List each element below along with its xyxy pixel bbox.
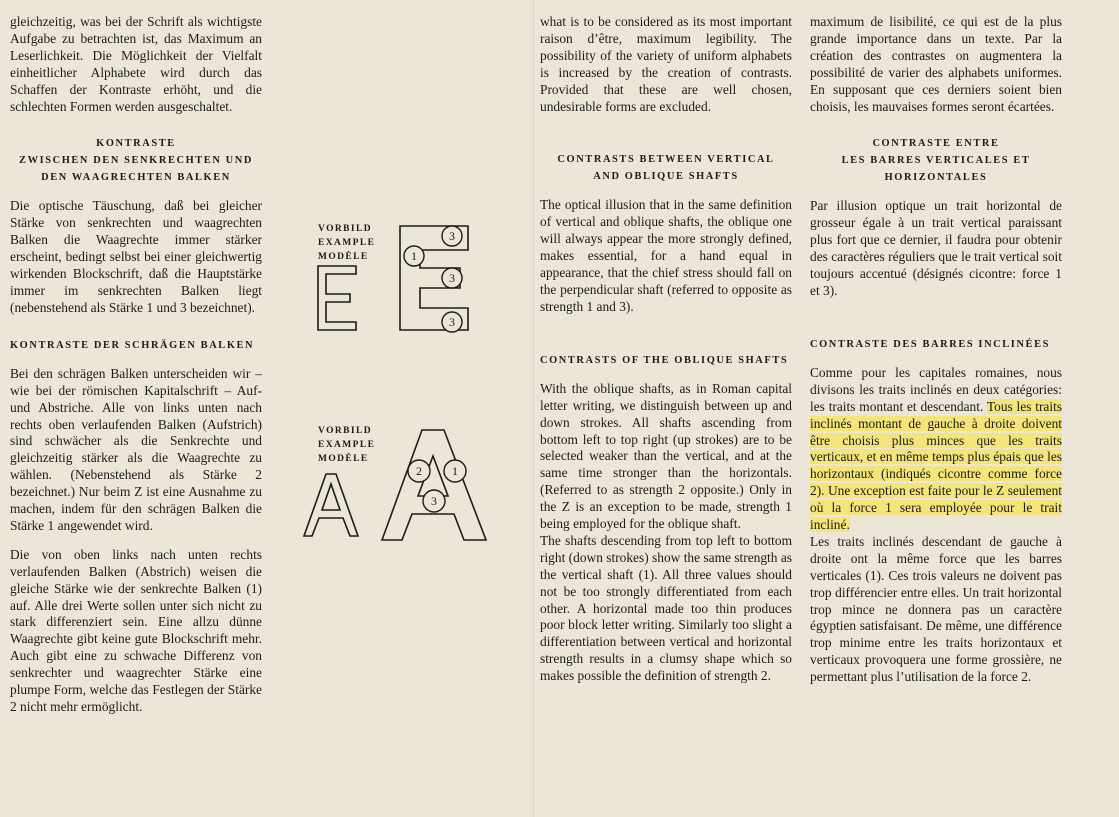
english-heading-vertical-oblique: CONTRASTS BETWEEN VERTICAL AND OBLIQUE SHAFTS [557,154,775,183]
french-paragraph-2-plain: Comme pour les capitales romaines, nous divisons les traits inclinés en deux catégories: les traits montant et descendant. [810,364,1062,414]
strength-mark-a-crossbar [421,488,447,514]
strength-mark-e-bottom [440,310,464,334]
figure-a-small [300,470,362,540]
figure-e-small [312,262,362,334]
figure-a-label: VORBILD EXAMPLE MODÈLE [318,426,376,464]
german-heading-vertical-horizontal: KONTRASTE ZWISCHEN DEN SENKRECHTEN UND DEN WAAGRECHTEN BALKEN [19,138,253,184]
french-highlighted-passage: Tous les traits inclinés montant de gauche à droite doivent être choisis plus minces que les traits verticaux, et en même temps plus épais que les horizontaux (indiqués cicontre comme force 2). Une exception est faite pour le Z seulement où la force 1 sera employée pour le trait incliné. [810,398,1062,533]
english-column [540,14,792,685]
german-paragraph-3: Die von oben links nach unten rechts verlaufenden Balken (Abstrich) weisen die gleiche Stärke wie der senkrechte Balken (1) auf. Alle drei Werte sollen unter sich nicht zu stark differenziert sein. Eine allzu dünne Waagrechte gibt keine gute Blockschrift mehr. Auch gibt eine zu schwache Differenz von senkrechter und waagrechter Stärke eine plumpe Form, welche das Festlegen der Stärke 2 nicht mehr ermöglicht. [10,546,262,714]
english-paragraph-3: The shafts descending from top left to bottom right (down strokes) show the same strength as the vertical shaft (1). All three values should not be too strongly differentiated from each other. A horizontal made too thin produces poor block letter writing. Similarly too slight a differentiation between vertical and horizontal strength results in a clumsy shape which so makes possible the definition of strength 2. [540,532,792,684]
figure-e-large [396,222,476,336]
strength-label-a-2: 1 [452,464,458,478]
page-fold [533,0,535,817]
figure-a-large [378,426,490,546]
strength-label-e-4: 3 [449,315,455,329]
english-paragraph-2: With the oblique shafts, as in Roman capital letter writing, we distinguish between up and down strokes. All shafts ascending from bottom left to top right (up strokes) are to be selected weaker than the vertical, and at the same time stronger than the horizontals. (Referred to as strength 2 opposite.) Only in the Z is an exception to be made, strength 1 being employed for the oblique shaft. [540,380,792,532]
strength-mark-e-middle [440,266,464,290]
french-paragraph-2 [810,365,1062,534]
french-heading-oblique: CONTRASTE DES BARRES INCLINÉES [810,338,1050,350]
strength-mark-a-downstroke [442,458,468,484]
french-paragraph-1: Par illusion optique un trait horizontal de grosseur égale à un trait vertical paraissant plus fort que ce dernier, il faudra pour obtenir des caractères réguliers que le trait vertical soit toujours accentué (désignés cicontre: force 1 et 3). [810,198,1062,298]
german-heading-oblique: KONTRASTE DER SCHRÄGEN BALKEN [10,339,255,351]
strength-label-a-3: 3 [431,494,437,508]
english-heading-oblique: CONTRASTS OF THE OBLIQUE SHAFTS [540,354,789,366]
english-paragraph-1: The optical illusion that in the same definition of vertical and oblique shafts, the oblique one will always appear the more strongly defined, makes essential, for a hand equal in appearance, that the chief stress should fall on the perpendicular shaft (referred to opposite as strength 1 and 3). [540,197,792,314]
strength-label-e-2: 3 [449,229,455,243]
english-intro: what is to be considered as its most important raison d’être, maximum legibility. The possibility of the variety of uniform alphabets is increased by the creation of contrasts. Provided that these are well chosen, undesirable forms are excluded. [540,14,792,114]
french-heading-vertical-horizontal: CONTRASTE ENTRE LES BARRES VERTICALES ET HORIZONTALES [841,138,1031,184]
german-paragraph-1: Die optische Täuschung, daß bei gleicher Stärke von senkrechten und waagrechten Balken die Waagrechte immer stärker erscheint, bedingt selbst bei einer gleichwertig wirkenden Blockschrift, daß die Hauptstärke immer im senkrechten Balken liegt (nebenstehend als Stärke 1 und 3 bezeichnet). [10,198,262,315]
figure-e-label: VORBILD EXAMPLE MODÈLE [318,224,376,262]
french-column [810,14,1062,686]
french-intro: maximum de lisibilité, ce qui est de la plus grande importance dans un texte. Par la création des contrastes on augmentera la possibilité de varier des alphabets uniformes. En supposant que ces derniers soient bien choisis, les mauvaises formes seront écartées. [810,14,1062,114]
french-paragraph-3: Les traits inclinés descendant de gauche à droite ont la même force que les barres verticales (1). Ces trois valeurs ne doivent pas trop différencier entre elles. Un trait horizontal trop mince ne donnera pas un caractère égyptien satisfaisant. De même, une différence trop minime entre les traits horizontaux et verticaux provoquera une forme grossière, ne permettant plus l’utilisation de la force 2. [810,533,1062,685]
strength-label-e-3: 3 [449,271,455,285]
strength-label-e-1: 1 [411,249,417,263]
strength-label-a-1: 2 [416,464,422,478]
strength-mark-e-top [440,224,464,248]
strength-mark-a-upstroke [406,458,432,484]
german-intro: gleichzeitig, was bei der Schrift als wichtigste Aufgabe zu betrachten ist, das Maximum an Leserlichkeit. Die Möglichkeit der Vielfalt einheitlicher Alphabete wird durch das Schaffen der Kontraste erhöht, und die schlechten Formen werden ausgeschaltet. [10,14,262,114]
strength-mark-e-vertical [402,244,426,268]
german-column [10,14,262,716]
german-paragraph-2: Bei den schrägen Balken unterscheiden wir – wie bei der römischen Kapitalschrift – Auf- und Abstriche. Alle von links unten nach rechts oben verlaufenden Balken (Aufstrich) sind schwächer als die Senkrechte und gleichzeitig stärker als die Waagrechte zu wählen. (Nebenstehend als Stärke 2 bezeichnet.) Nur beim Z ist eine Ausnahme zu machen, indem für den schrägen Balken die Stärke 1 angewendet wird. [10,365,262,533]
